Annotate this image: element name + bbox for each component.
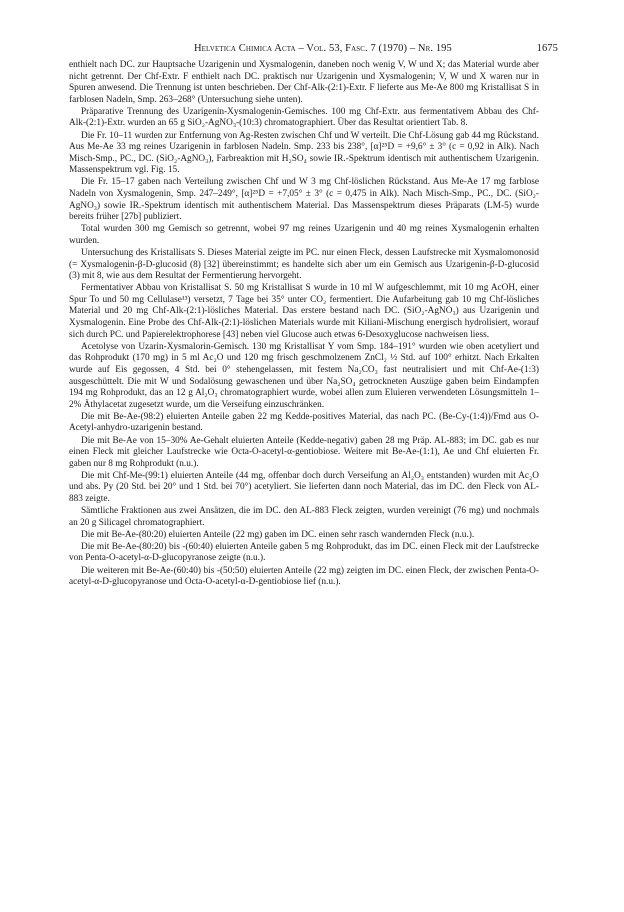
body-text xyxy=(69,60,539,589)
paragraph: Sämtliche Fraktionen aus zwei Ansätzen, die im DC. den AL-883 Fleck zeigten, wurden vereinigt (76 mg) und nochmals an 20 g Silicagel chromatographiert. xyxy=(69,506,539,528)
paragraph: Die mit Be-Ae-(80:20) eluierten Anteile (22 mg) gaben im DC. einen sehr rasch wandernden Fleck (n.u.). xyxy=(81,529,475,540)
paragraph: Acetolyse von Uzarin-Xysmalorin-Gemisch. 130 mg Kristallisat Y vom Smp. 184–191° wurden wie oben acetyliert und das Rohprodukt (170 mg) in 5 ml Ac₂O und 120 mg frisch geschmolzenem ZnCl₂ ½ Std. auf 100° erhitzt. Nach Erkalten wurde auf Eis gegossen, 4 Std. bei 0° stehengelassen, mit festem Na₂CO₃ fast neutralisiert und mit Chf-Ae-(1:3) ausgeschüttelt. Die mit W und Sodalösung gewaschenen und über Na₂SO₄ getrockneten Auszüge gaben beim Eindampfen 194 mg Rohprodukt, das an 12 g Al₂O₃ chromatographiert wurde, wobei allen zum Eluieren verwendeten Lösungsmitteln 1–2% Äthylacetat zugesetzt wurde, um die Verseifung einzuschränken. xyxy=(69,341,539,410)
paragraph: Präparative Trennung des Uzarigenin-Xysmalogenin-Gemisches. 100 mg Chf-Extr. aus fermentativem Abbau des Chf-Alk-(2:1)-Extr. wurden an 65 g SiO₂-AgNO₃-(10:3) chromatographiert. Über das Resultat orientiert Tab. 8. xyxy=(69,106,539,129)
paragraph: Die mit Be-Ae-(98:2) eluierten Anteile gaben 22 mg Kedde-positives Material, das nach PC. (Be-Cy-(1:4))/Fmd aus O-Acetyl-anhydro-uzarigenin bestand. xyxy=(69,411,539,434)
paragraph: Fermentativer Abbau von Kristallisat S. 50 mg Kristallisat S wurde in 10 ml W aufgeschlemmt, mit 10 mg AcOH, einer Spur To und 50 mg Cellulase¹³) versetzt, 7 Tage bei 35° unter CO₂ fermentiert. Die Aufarbeitung gab 10 mg Chf-lösliches Material und 20 mg Chf-Alk-(2:1)-lösliches Material. Das erstere bestand nach DC. (SiO₂-AgNO₃) aus Uzarigenin und Xysmalogenin. Eine Probe des Chf-Alk-(2:1)-löslichen Materials wurde mit Kiliani-Mischung energisch hydrolisiert, worauf sich durch PC. und Papierelektrophorese [43] neben viel Glucose auch etwas 6-Desoxyglucose nachweisen liess. xyxy=(69,283,539,340)
page-number: 1675 xyxy=(536,43,558,54)
paragraph: Die weiteren mit Be-Ae-(60:40) bis -(50:50) eluierten Anteile (22 mg) zeigten im DC. einen Fleck, der zwischen Penta-O-acetyl-α-D-glucopyranose und Octa-O-acetyl-α-D-gentiobiose lief (n.u.). xyxy=(69,565,539,588)
paragraph: Total wurden 300 mg Gemisch so getrennt, wobei 97 mg reines Uzarigenin und 40 mg reines Xysmalogenin erhalten wurden. xyxy=(69,224,539,246)
paragraph: Die mit Chf-Me-(99:1) eluierten Anteile (44 mg, offenbar doch durch Verseifung an Al₂O₃ entstanden) wurden mit Ac₂O und abs. Py (20 Std. bei 20° und 1 Std. bei 70°) acetyliert. Sie lieferten dann noch Material, das im DC. den Fleck von AL-883 zeigte. xyxy=(69,470,539,504)
paragraph: Untersuchung des Kristallisats S. Dieses Material zeigte im PC. nur einen Fleck, dessen Laufstrecke mit Xysmalomonosid (= Xysmalogenin-β-D-glucosid (8) [32] übereinstimmt; es handelte sich aber um ein Gemisch aus Uzarigenin-β-D-glucosid (3) mit 8, wie aus dem Resultat der Fermentierung hervorgeht. xyxy=(69,248,539,282)
paragraph: enthielt nach DC. zur Hauptsache Uzarigenin und Xysmalogenin, daneben noch wenig V, W und X; das Material wurde aber nicht getrennt. Der Chf-Extr. F enthielt nach DC. praktisch nur Uzarigenin und Xysmalogenin; V, W und X waren nur in Spuren anwesend. Die Trennung ist unten beschrieben. Der Chf-Alk-(2:1)-Extr. F lieferte aus Me-Ae 800 mg Kristallisat S in farblosen Nadeln, Smp. 263–268° (Untersuchung siehe unten). xyxy=(69,60,539,105)
paragraph: Die mit Be-Ae-(80:20) bis -(60:40) eluierten Anteile gaben 5 mg Rohprodukt, das im DC. einen Fleck mit der Laufstrecke von Penta-O-acetyl-α-D-glucopyranose zeigte (n.u.). xyxy=(69,541,539,564)
running-title: Helvetica Chimica Acta – Vol. 53, Fasc. 7 (1970) – Nr. 195 xyxy=(194,43,452,54)
paragraph: Die Fr. 15–17 gaben nach Verteilung zwischen Chf und W 3 mg Chf-löslichen Rückstand. Aus Me-Ae 17 mg farblose Nadeln von Xysmalogenin, Smp. 247–249°, [α]²⁵D = +7,05° ± 3° (c = 0,475 in Alk). Nach Misch-Smp., PC., DC. (SiO₂-AgNO₃) sowie IR.-Spektrum identisch mit authentischem Material. Das Massenspektrum dieses Präparats (LM-5) wurde bereits früher [27b] publiziert. xyxy=(69,177,539,223)
paragraph: Die mit Be-Ae von 15–30% Ae-Gehalt eluierten Anteile (Kedde-negativ) gaben 28 mg Präp. AL-883; im DC. gab es nur einen Fleck mit gleicher Laufstrecke wie Octa-O-acetyl-α-gentiobiose. Weitere mit Be-Ae-(1:1), Ae und Chf eluierten Fr. gaben nur 8 mg Rohprodukt (n.u.). xyxy=(69,435,539,469)
paragraph: Die Fr. 10–11 wurden zur Entfernung von Ag-Resten zwischen Chf und W verteilt. Die Chf-Lösung gab 44 mg Rückstand. Aus Me-Ae 33 mg reines Uzarigenin in farblosen Nadeln. Smp. 233 bis 238°, [α]²⁵D = +9,6° ± 3° (c = 0,92 in Alk). Nach Misch-Smp., PC., DC. (SiO₂-AgNO₃), Farbreaktion mit H₂SO₄ sowie IR.-Spektrum identisch mit authentischem Uzarigenin. Massenspektrum vgl. Fig. 15. xyxy=(69,130,539,176)
